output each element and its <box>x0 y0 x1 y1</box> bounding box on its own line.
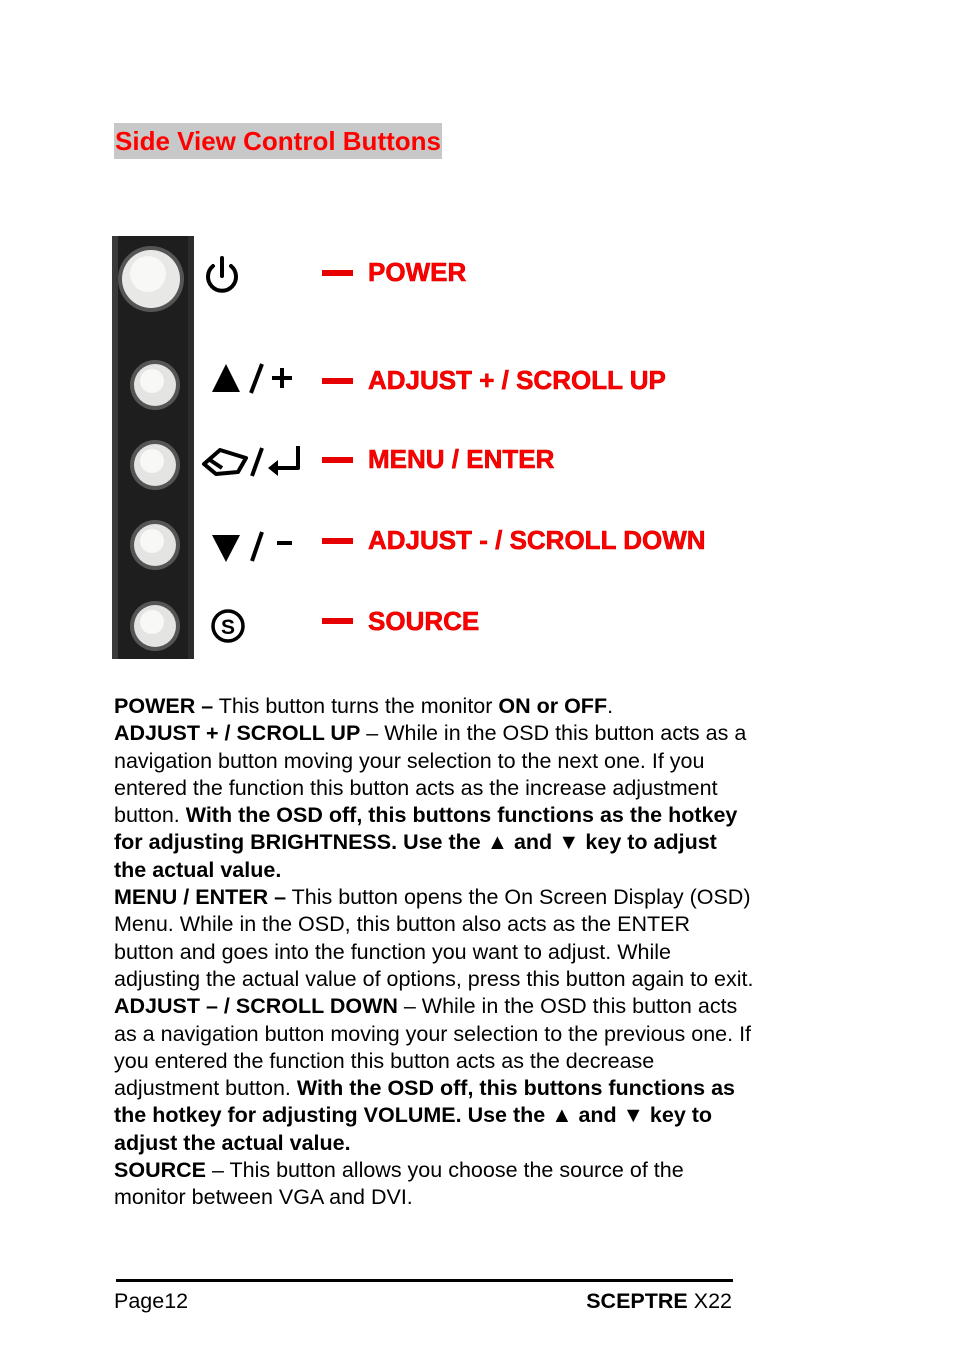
source-label: SOURCE <box>368 606 480 636</box>
power-label: POWER <box>368 257 467 287</box>
adjust-down-description: ADJUST – / SCROLL DOWN – While in the OSD this button acts as a navigation button moving your selection to the previous one. If you entered the function this button acts as the decrease adjustment button. With the OSD off, this buttons functions as the hotkey for adjusting VOLUME. Use the ▲ and ▼ key to adjust the actual value. <box>114 994 752 1155</box>
source-icon <box>213 611 243 641</box>
source-description: SOURCE – This button allows you choose the source of the monitor between VGA and DVI. <box>114 1158 684 1210</box>
menu-enter-button <box>130 440 180 490</box>
menu-enter-label: MENU / ENTER <box>368 444 555 474</box>
source-button <box>130 601 180 651</box>
button-descriptions <box>114 693 754 1212</box>
power-description: POWER – This button turns the monitor ON or OFF. <box>114 694 614 718</box>
page-number: Page12 <box>114 1289 189 1313</box>
adjust-up-label: ADJUST + / SCROLL UP <box>368 365 666 395</box>
adjust-down-label: ADJUST - / SCROLL DOWN <box>368 525 706 555</box>
page-heading: Side View Control Buttons <box>114 123 442 159</box>
menu-enter-description: MENU / ENTER – This button opens the On Screen Display (OSD) Menu. While in the OSD, this button also acts as the ENTER button and goes into the function you want to adjust. While adjusting the actual value of options, press this button again to exit. <box>114 885 754 991</box>
up-plus-icon <box>212 364 292 393</box>
power-icon <box>208 258 236 291</box>
adjust-up-description: ADJUST + / SCROLL UP – While in the OSD this button acts as a navigation button moving your selection to the next one. If you entered the function this button acts as the increase adjustment button. With the OSD off, this buttons functions as the hotkey for adjusting BRIGHTNESS. Use the ▲ and ▼ key to adjust the actual value. <box>114 721 747 882</box>
control-buttons-diagram <box>112 236 742 659</box>
adjust-down-button <box>130 520 180 570</box>
control-buttons-figure <box>112 236 742 659</box>
menu-enter-icon <box>204 446 298 476</box>
power-button <box>118 246 184 312</box>
down-minus-icon <box>212 532 292 562</box>
brand-model: SCEPTRE X22 <box>586 1289 732 1313</box>
footer-rule <box>116 1279 733 1282</box>
adjust-up-button <box>130 360 180 410</box>
svg-text:S: S <box>220 616 236 639</box>
